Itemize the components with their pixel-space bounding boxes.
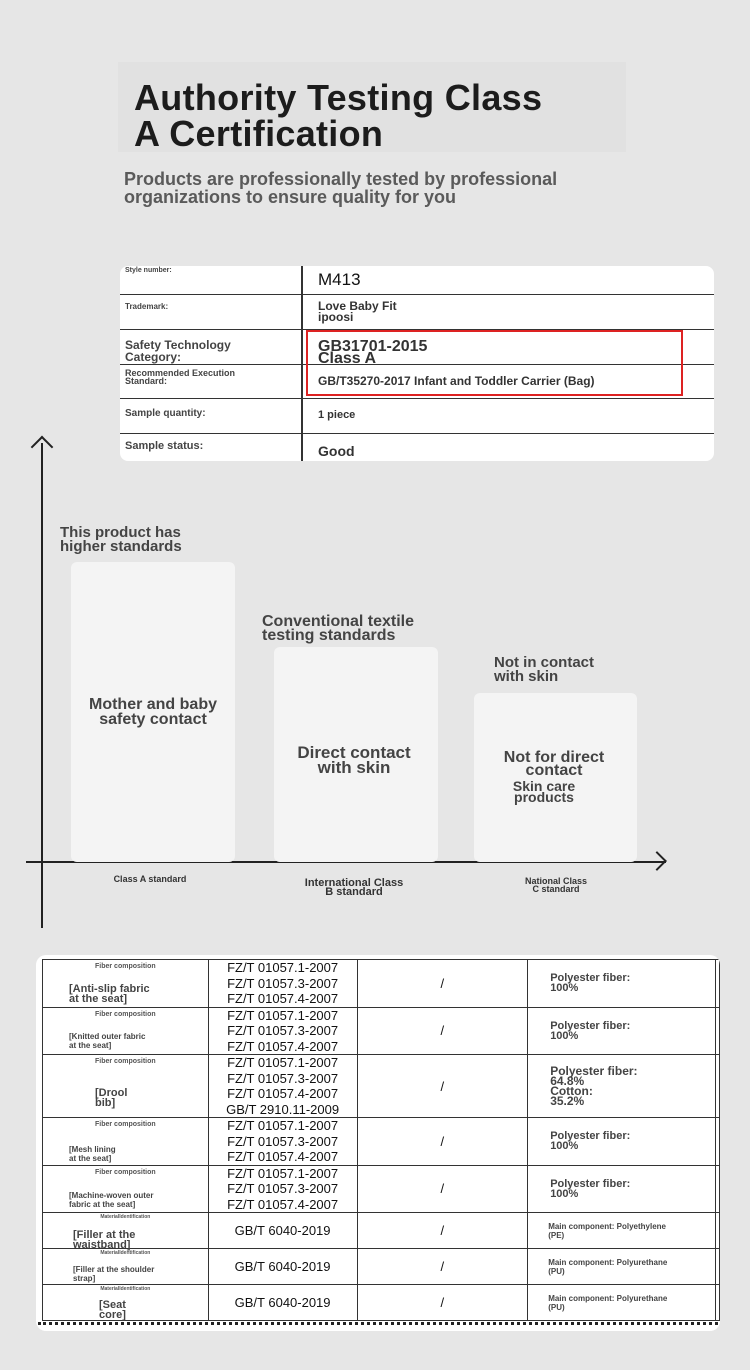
row-part: [Machine-woven outer fabric at the seat] <box>69 1190 154 1209</box>
row-heading: Fiber composition <box>95 1058 156 1065</box>
standards-comparison <box>0 435 750 935</box>
category-label: National Class C standard <box>524 876 588 894</box>
row-mid: / <box>357 1055 528 1118</box>
row-result: Polyester fiber: 100% <box>528 960 716 1008</box>
row-standard: GB/T 6040-2019 <box>208 1285 357 1321</box>
spec-label: Style number: <box>125 267 172 274</box>
row-heading: Fiber composition <box>95 1168 156 1176</box>
row-result: Polyester fiber: 100% <box>528 1165 716 1213</box>
row-standard: GB/T 6040-2019 <box>208 1249 357 1285</box>
row-heading: Fiber composition <box>95 1121 156 1128</box>
row-heading: MaterialIdentification <box>100 1214 151 1220</box>
row-mid: / <box>357 1285 528 1321</box>
spec-value: 1 piece <box>318 409 356 421</box>
bar-text: Direct contact with skin <box>297 743 411 777</box>
row-mid: / <box>357 960 528 1008</box>
row-mid: / <box>357 1165 528 1213</box>
table-row <box>43 1165 720 1213</box>
row-result: Polyester fiber: 64.8% Cotton: 35.2% <box>528 1055 716 1118</box>
page-title: Authority Testing Class A Certification <box>134 77 543 154</box>
spec-label: Sample status: <box>125 440 204 452</box>
row-standard: FZ/T 01057.1-2007 FZ/T 01057.3-2007 FZ/T 01057.4-2007 GB/T 2910.11-2009 <box>208 1055 357 1118</box>
row-standard: GB/T 6040-2019 <box>208 1213 357 1249</box>
bar-note: This product has higher standards <box>60 524 182 555</box>
row-mid: / <box>357 1249 528 1285</box>
y-axis-arrow-icon <box>31 436 54 459</box>
table-row <box>43 1285 720 1321</box>
row-result: Main component: Polyurethane (PU) <box>528 1285 716 1321</box>
row-result: Main component: Polyurethane (PU) <box>528 1249 716 1285</box>
row-mid: / <box>357 1007 528 1055</box>
spec-value: Love Baby Fit ipoosi <box>318 299 397 324</box>
row-mid: / <box>357 1118 528 1166</box>
row-part: [Seat core] <box>99 1299 126 1321</box>
row-standard: FZ/T 01057.1-2007 FZ/T 01057.3-2007 FZ/T 01057.4-2007 <box>208 1007 357 1055</box>
bar-text-secondary: Skin care products <box>512 778 576 805</box>
row-heading: Fiber composition <box>95 1010 156 1018</box>
spec-value: GB31701-2015 Class A <box>318 338 428 367</box>
row-mid: / <box>357 1213 528 1249</box>
dotted-divider <box>38 1322 718 1326</box>
row-part: [Anti-slip fabric at the seat] <box>69 983 150 1005</box>
bar-note: Not in contact with skin <box>494 654 594 685</box>
row-part: [Mesh lining at the seat] <box>69 1145 116 1163</box>
row-standard: FZ/T 01057.1-2007 FZ/T 01057.3-2007 FZ/T 01057.4-2007 <box>208 960 357 1008</box>
page-subtitle: Products are professionally tested by professional organizations to ensure quality for you <box>124 169 558 207</box>
table-row <box>43 1055 720 1118</box>
highlight-box <box>306 330 683 396</box>
row-heading: MaterialIdentification <box>100 1286 151 1292</box>
table-row <box>43 1249 720 1285</box>
row-part: [Drool bib] <box>95 1087 128 1109</box>
row-standard: FZ/T 01057.1-2007 FZ/T 01057.3-2007 FZ/T 01057.4-2007 <box>208 1165 357 1213</box>
spec-label: Recommended Execution Standard: <box>125 368 236 386</box>
table-row <box>43 1007 720 1055</box>
row-part: [Filler at the shoulder strap] <box>73 1265 155 1283</box>
spec-label: Safety Technology Category: <box>125 338 231 364</box>
spec-row-quantity <box>120 399 714 434</box>
category-label: Class A standard <box>113 874 187 884</box>
table-row <box>43 1118 720 1166</box>
bar-text: Not for direct contact <box>503 749 605 779</box>
row-part: [Knitted outer fabric at the seat] <box>69 1031 146 1050</box>
composition-grid <box>42 959 720 1321</box>
row-result: Main component: Polyethylene (PE) <box>528 1213 716 1249</box>
bar-text: Mother and baby safety contact <box>88 696 217 728</box>
row-standard: FZ/T 01057.1-2007 FZ/T 01057.3-2007 FZ/T 01057.4-2007 <box>208 1118 357 1166</box>
spec-value: Good <box>318 443 355 459</box>
spec-value: GB/T35270-2017 Infant and Toddler Carrier (Bag) <box>318 374 595 388</box>
row-result: Polyester fiber: 100% <box>528 1007 716 1055</box>
bar-note: Conventional textile testing standards <box>262 613 415 644</box>
spec-row-style <box>120 266 714 295</box>
spec-row-trademark <box>120 295 714 330</box>
table-row <box>43 960 720 1008</box>
row-heading: Fiber composition <box>95 963 156 970</box>
spec-label: Sample quantity: <box>125 408 206 419</box>
row-heading: MaterialIdentification <box>100 1250 151 1256</box>
spec-value: M413 <box>318 270 361 289</box>
composition-table <box>36 955 720 1331</box>
table-row <box>43 1213 720 1249</box>
spec-label: Trademark: <box>125 302 169 311</box>
category-label: International Class B standard <box>304 877 404 898</box>
x-axis-arrow-icon <box>647 851 667 871</box>
row-result: Polyester fiber: 100% <box>528 1118 716 1166</box>
y-axis <box>41 443 43 928</box>
row-part: [Filler at the waistband] <box>73 1229 136 1251</box>
